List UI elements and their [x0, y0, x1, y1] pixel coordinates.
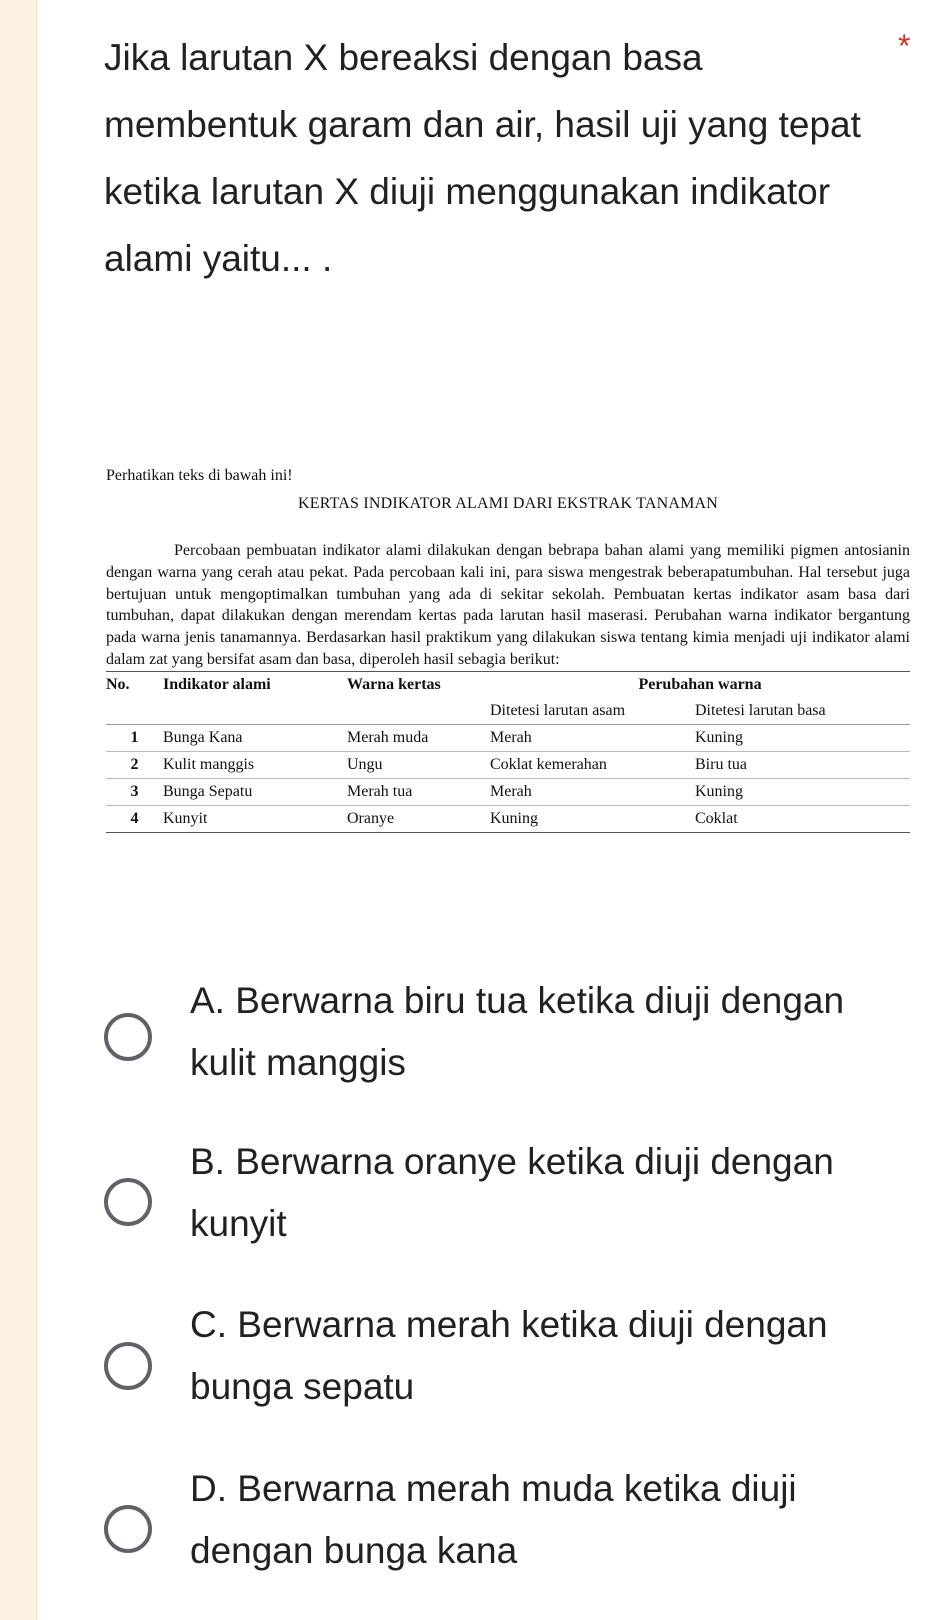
table-row — [106, 751, 910, 778]
option-b-label[interactable]: B. Berwarna oranye ketika diuji dengan kunyit — [190, 1141, 834, 1244]
indicator-table — [106, 671, 910, 833]
radio-button-b[interactable] — [104, 1178, 152, 1226]
question-text: Jika larutan X bereaksi dengan basa membentuk garam dan air, hasil uji yang tepat ketika larutan X diuji menggunakan indikator alami yaitu... . — [104, 37, 861, 279]
document-intro: Perhatikan teks di bawah ini! — [106, 467, 293, 484]
cell-indikator: Kunyit — [163, 809, 208, 827]
cell-no: 1 — [130, 728, 139, 746]
cell-basa: Coklat — [695, 809, 738, 827]
table-row — [106, 724, 910, 751]
cell-asam: Merah — [490, 728, 532, 746]
cell-no: 4 — [130, 809, 139, 827]
radio-button-c[interactable] — [104, 1342, 152, 1390]
header-basa: Ditetesi larutan basa — [695, 698, 910, 725]
cell-warna: Merah tua — [347, 782, 413, 800]
header-no: No. — [106, 675, 130, 693]
radio-button-a[interactable] — [104, 1013, 152, 1061]
option-b[interactable] — [0, 1125, 941, 1275]
option-a[interactable] — [0, 960, 941, 1110]
cell-warna: Merah muda — [347, 728, 429, 746]
option-d-label[interactable]: D. Berwarna merah muda ketika diuji dengan bunga kana — [190, 1468, 797, 1571]
cell-asam: Coklat kemerahan — [490, 755, 607, 773]
table-row — [106, 805, 910, 832]
option-d[interactable] — [0, 1452, 941, 1602]
required-marker: * — [898, 28, 911, 64]
cell-warna: Oranye — [347, 809, 395, 827]
cell-no: 2 — [130, 755, 139, 773]
radio-button-d[interactable] — [104, 1505, 152, 1553]
cell-basa: Biru tua — [695, 755, 747, 773]
cell-indikator: Kulit manggis — [163, 755, 255, 773]
header-perubahan: Perubahan warna — [638, 675, 762, 693]
document-paragraph: Percobaan pembuatan indikator alami dilakukan dengan bebrapa bahan alami yang memiliki pigmen antosianin dengan warna yang cerah atau pekat. Pada percobaan kali ini, para siswa mengestrak beberapatumbuhan. Hal tersebut juga bertujuan untuk mengoptimalkan tumbuhan yang ada di sekitar sekolah. Pembuatan kertas indikator asam basa dari tumbuhan, dapat dilakukan dengan merendam kertas pada larutan hasil maserasi. Perubahan warna indikator bergantung pada warna jenis tanamannya. Berdasarkan hasil praktikum yang dilakukan siswa tentang kimia menjadi uji indikator alami dalam zat yang bersifat asam dan basa, diperoleh hasil sebagia berikut: — [106, 542, 910, 668]
header-indikator: Indikator alami — [163, 675, 271, 693]
table-header-row — [106, 671, 910, 698]
cell-asam: Kuning — [490, 809, 538, 827]
cell-indikator: Bunga Kana — [163, 728, 243, 746]
cell-no: 3 — [130, 782, 139, 800]
header-asam: Ditetesi larutan asam — [490, 698, 695, 725]
document-heading: KERTAS INDIKATOR ALAMI DARI EKSTRAK TANAMAN — [297, 495, 719, 512]
option-c[interactable] — [0, 1288, 941, 1438]
question-image-document — [106, 466, 910, 833]
option-c-label[interactable]: C. Berwarna merah ketika diuji dengan bunga sepatu — [190, 1304, 828, 1407]
cell-warna: Ungu — [347, 755, 383, 773]
option-a-label[interactable]: A. Berwarna biru tua ketika diuji dengan kulit manggis — [190, 980, 845, 1083]
table-row — [106, 778, 910, 805]
table-subheader-row — [106, 698, 910, 725]
cell-asam: Merah — [490, 782, 532, 800]
cell-indikator: Bunga Sepatu — [163, 782, 253, 800]
header-warna: Warna kertas — [347, 675, 441, 693]
cell-basa: Kuning — [695, 782, 743, 800]
cell-basa: Kuning — [695, 728, 743, 746]
